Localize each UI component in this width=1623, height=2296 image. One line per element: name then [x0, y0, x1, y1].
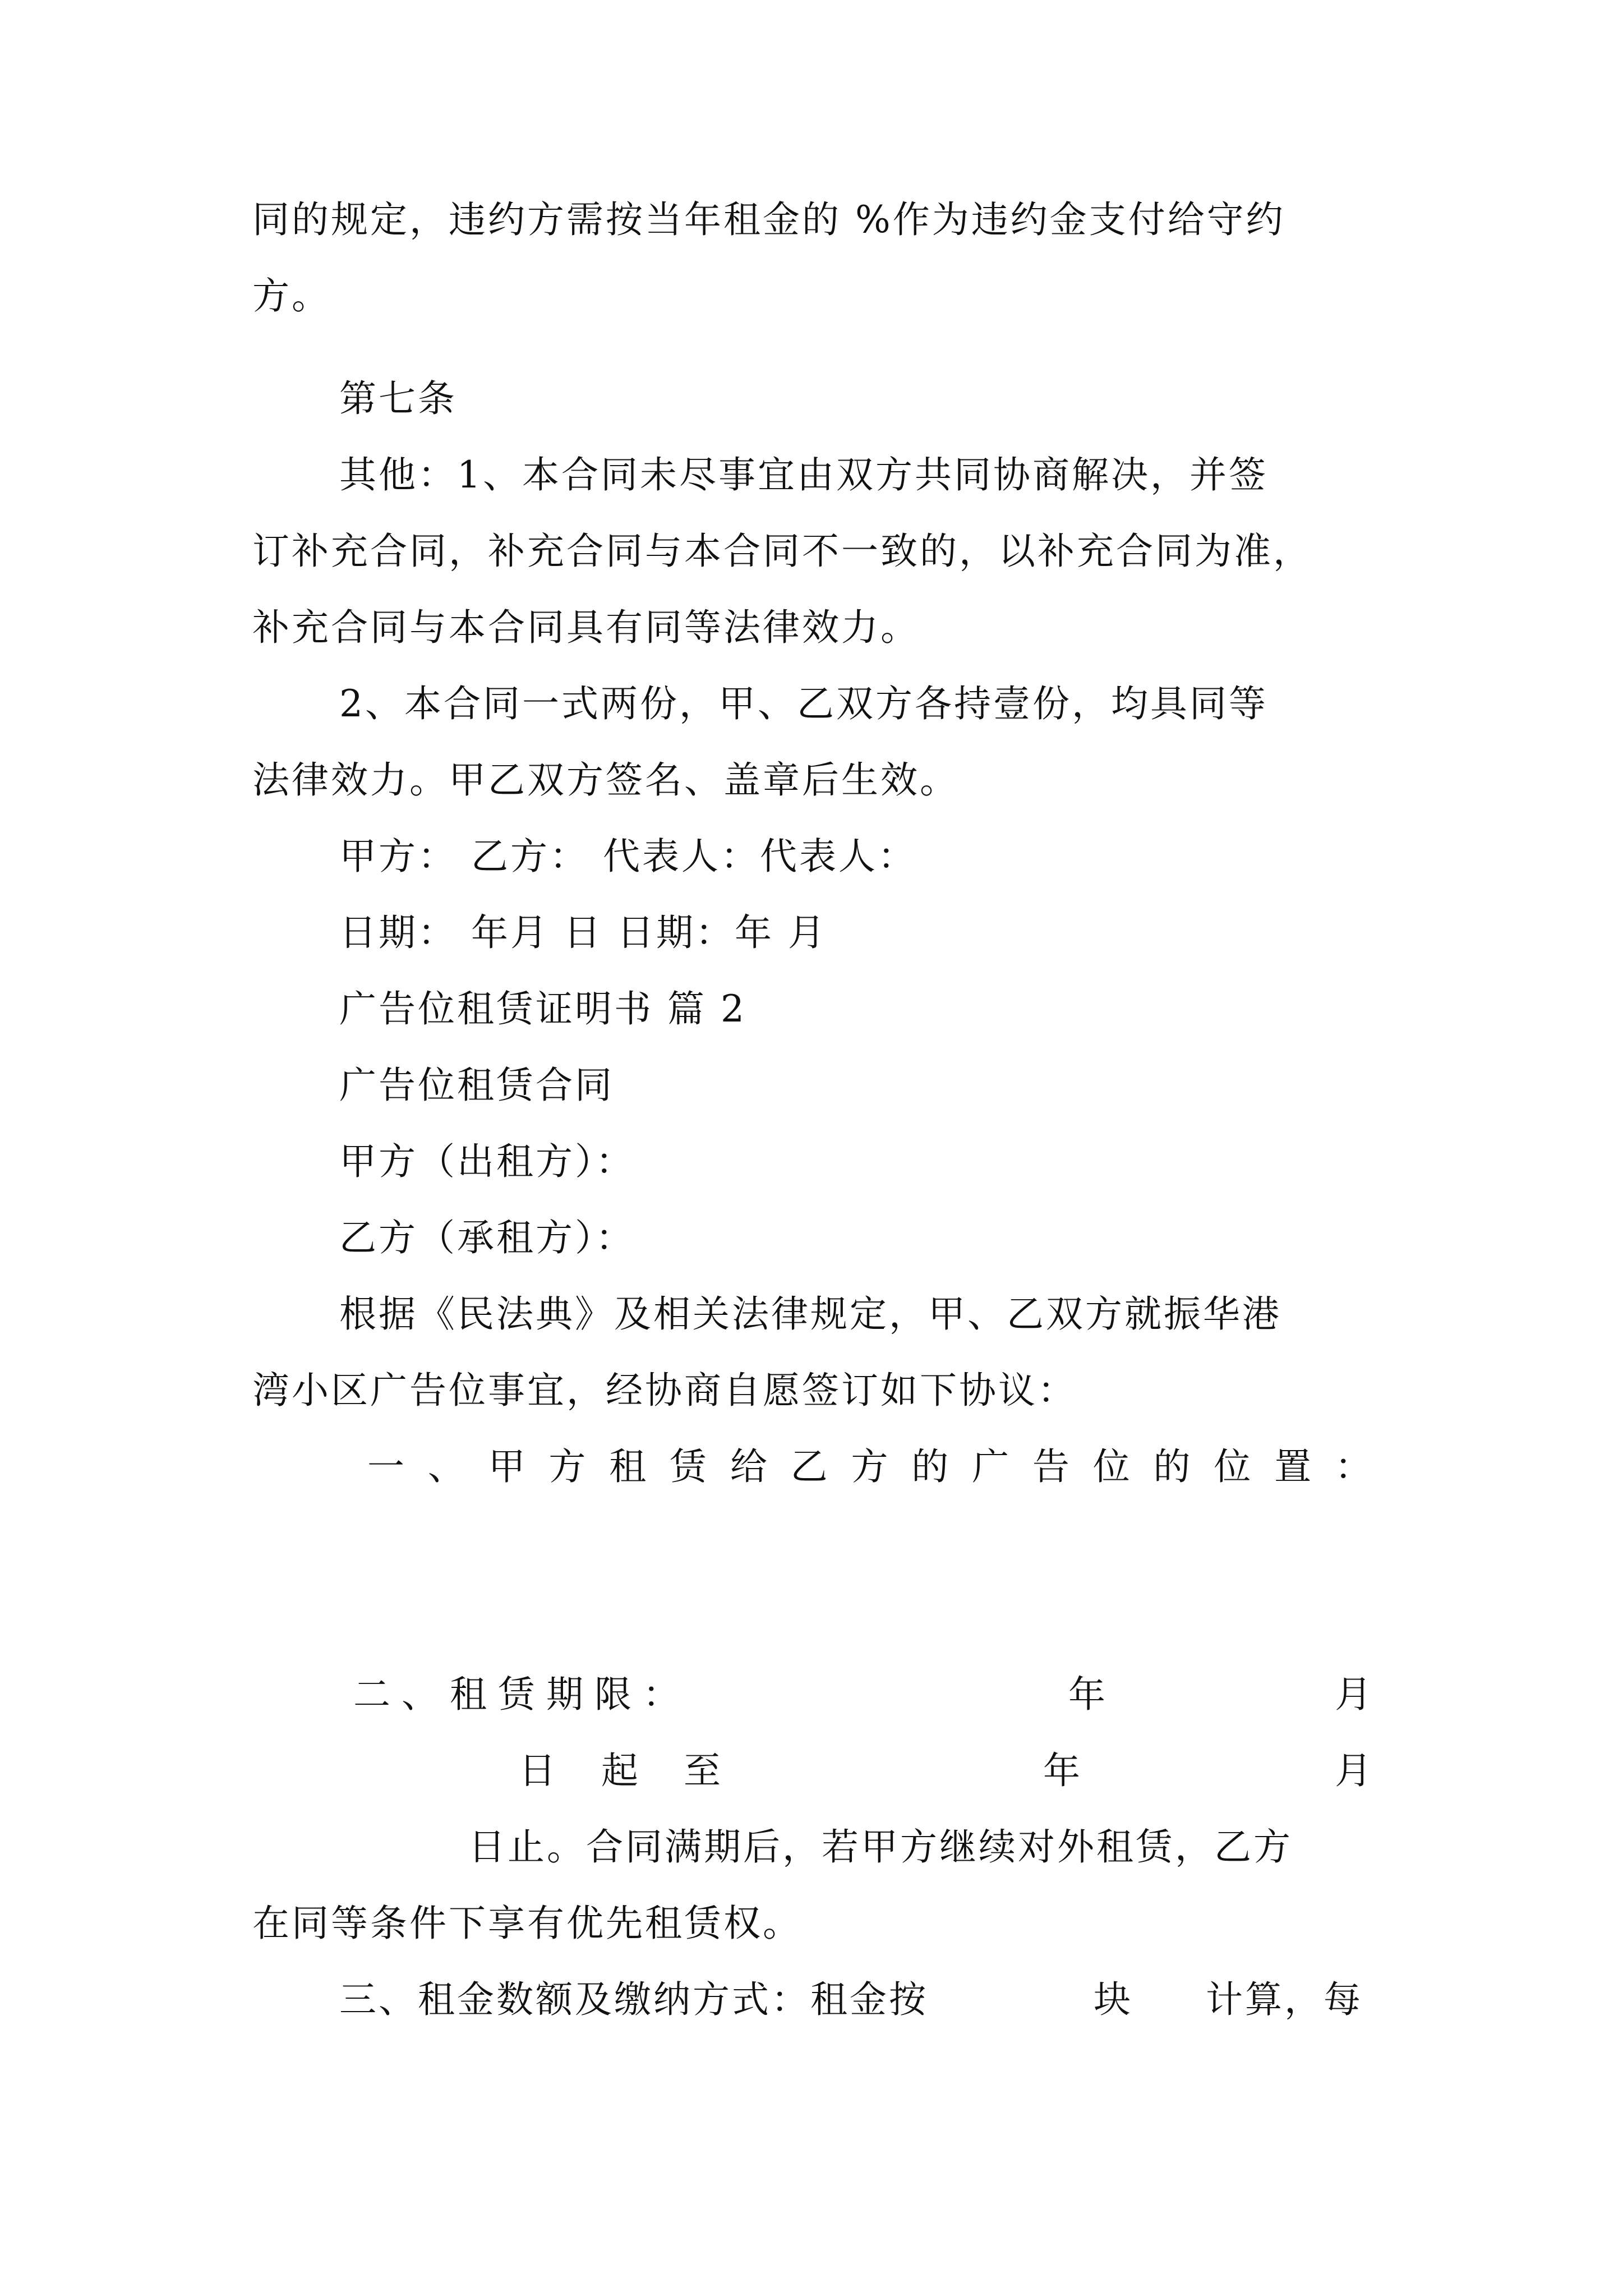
paragraph-line: 2、本合同一式两份，甲、乙双方各持壹份，均具同等: [339, 682, 1268, 725]
paragraph-line: 根据《民法典》及相关法律规定，甲、乙双方就振华港: [339, 1292, 1281, 1336]
paragraph-line: 补充合同与本合同具有同等法律效力。: [252, 606, 920, 649]
year-label: 年: [1043, 1749, 1082, 1792]
paragraph-line: 在同等条件下享有优先租赁权。: [252, 1902, 802, 1945]
party-b-line: 乙方（承租方）：: [339, 1216, 635, 1259]
contract-title: 广告位租赁合同: [339, 1064, 614, 1107]
signature-line: 甲方： 乙方： 代表人：代表人：: [339, 835, 917, 878]
date-line: 日期： 年月 日 日期：年 月: [339, 911, 827, 954]
party-a-line: 甲方（出租方）：: [339, 1140, 635, 1183]
paragraph-line: 法律效力。甲乙双方签名、盖章后生效。: [252, 758, 959, 802]
rent-line: [0, 1972, 1623, 2028]
article-heading: 第七条: [339, 377, 457, 420]
lease-term-label: 二、租赁期限：: [353, 1673, 691, 1716]
clause-one-line: 一、甲方租赁给乙方的广告位的位置：: [367, 1445, 1374, 1488]
paragraph-line: 其他：1、本合同未尽事宜由双方共同协商解决，并签: [339, 453, 1268, 496]
paragraph-line: 同的规定，违约方需按当年租金的 %作为违约金支付给守约: [252, 198, 1285, 241]
paragraph-line: 日止。合同满期后，若甲方继续对外租赁，乙方: [468, 1825, 1293, 1869]
month-label: 月: [1335, 1673, 1374, 1716]
paragraph-line: 湾小区广告位事宜，经协商自愿签订如下协议：: [252, 1369, 1077, 1412]
unit-label: 块: [1094, 1978, 1133, 2021]
paragraph-line: 订补充合同，补充合同与本合同不一致的，以补充合同为准，: [252, 530, 1312, 573]
year-label: 年: [1068, 1673, 1108, 1716]
from-to-label: 日 起 至: [519, 1749, 737, 1792]
lease-term-line: [0, 1667, 1623, 1723]
rent-label: 三、租金数额及缴纳方式：租金按: [339, 1978, 928, 2021]
lease-term-line: [0, 1743, 1623, 1799]
section-title: 广告位租赁证明书 篇 2: [339, 987, 746, 1030]
calc-label: 计算，每: [1206, 1978, 1363, 2021]
paragraph-line: 方。: [252, 274, 331, 318]
month-label: 月: [1335, 1749, 1374, 1792]
